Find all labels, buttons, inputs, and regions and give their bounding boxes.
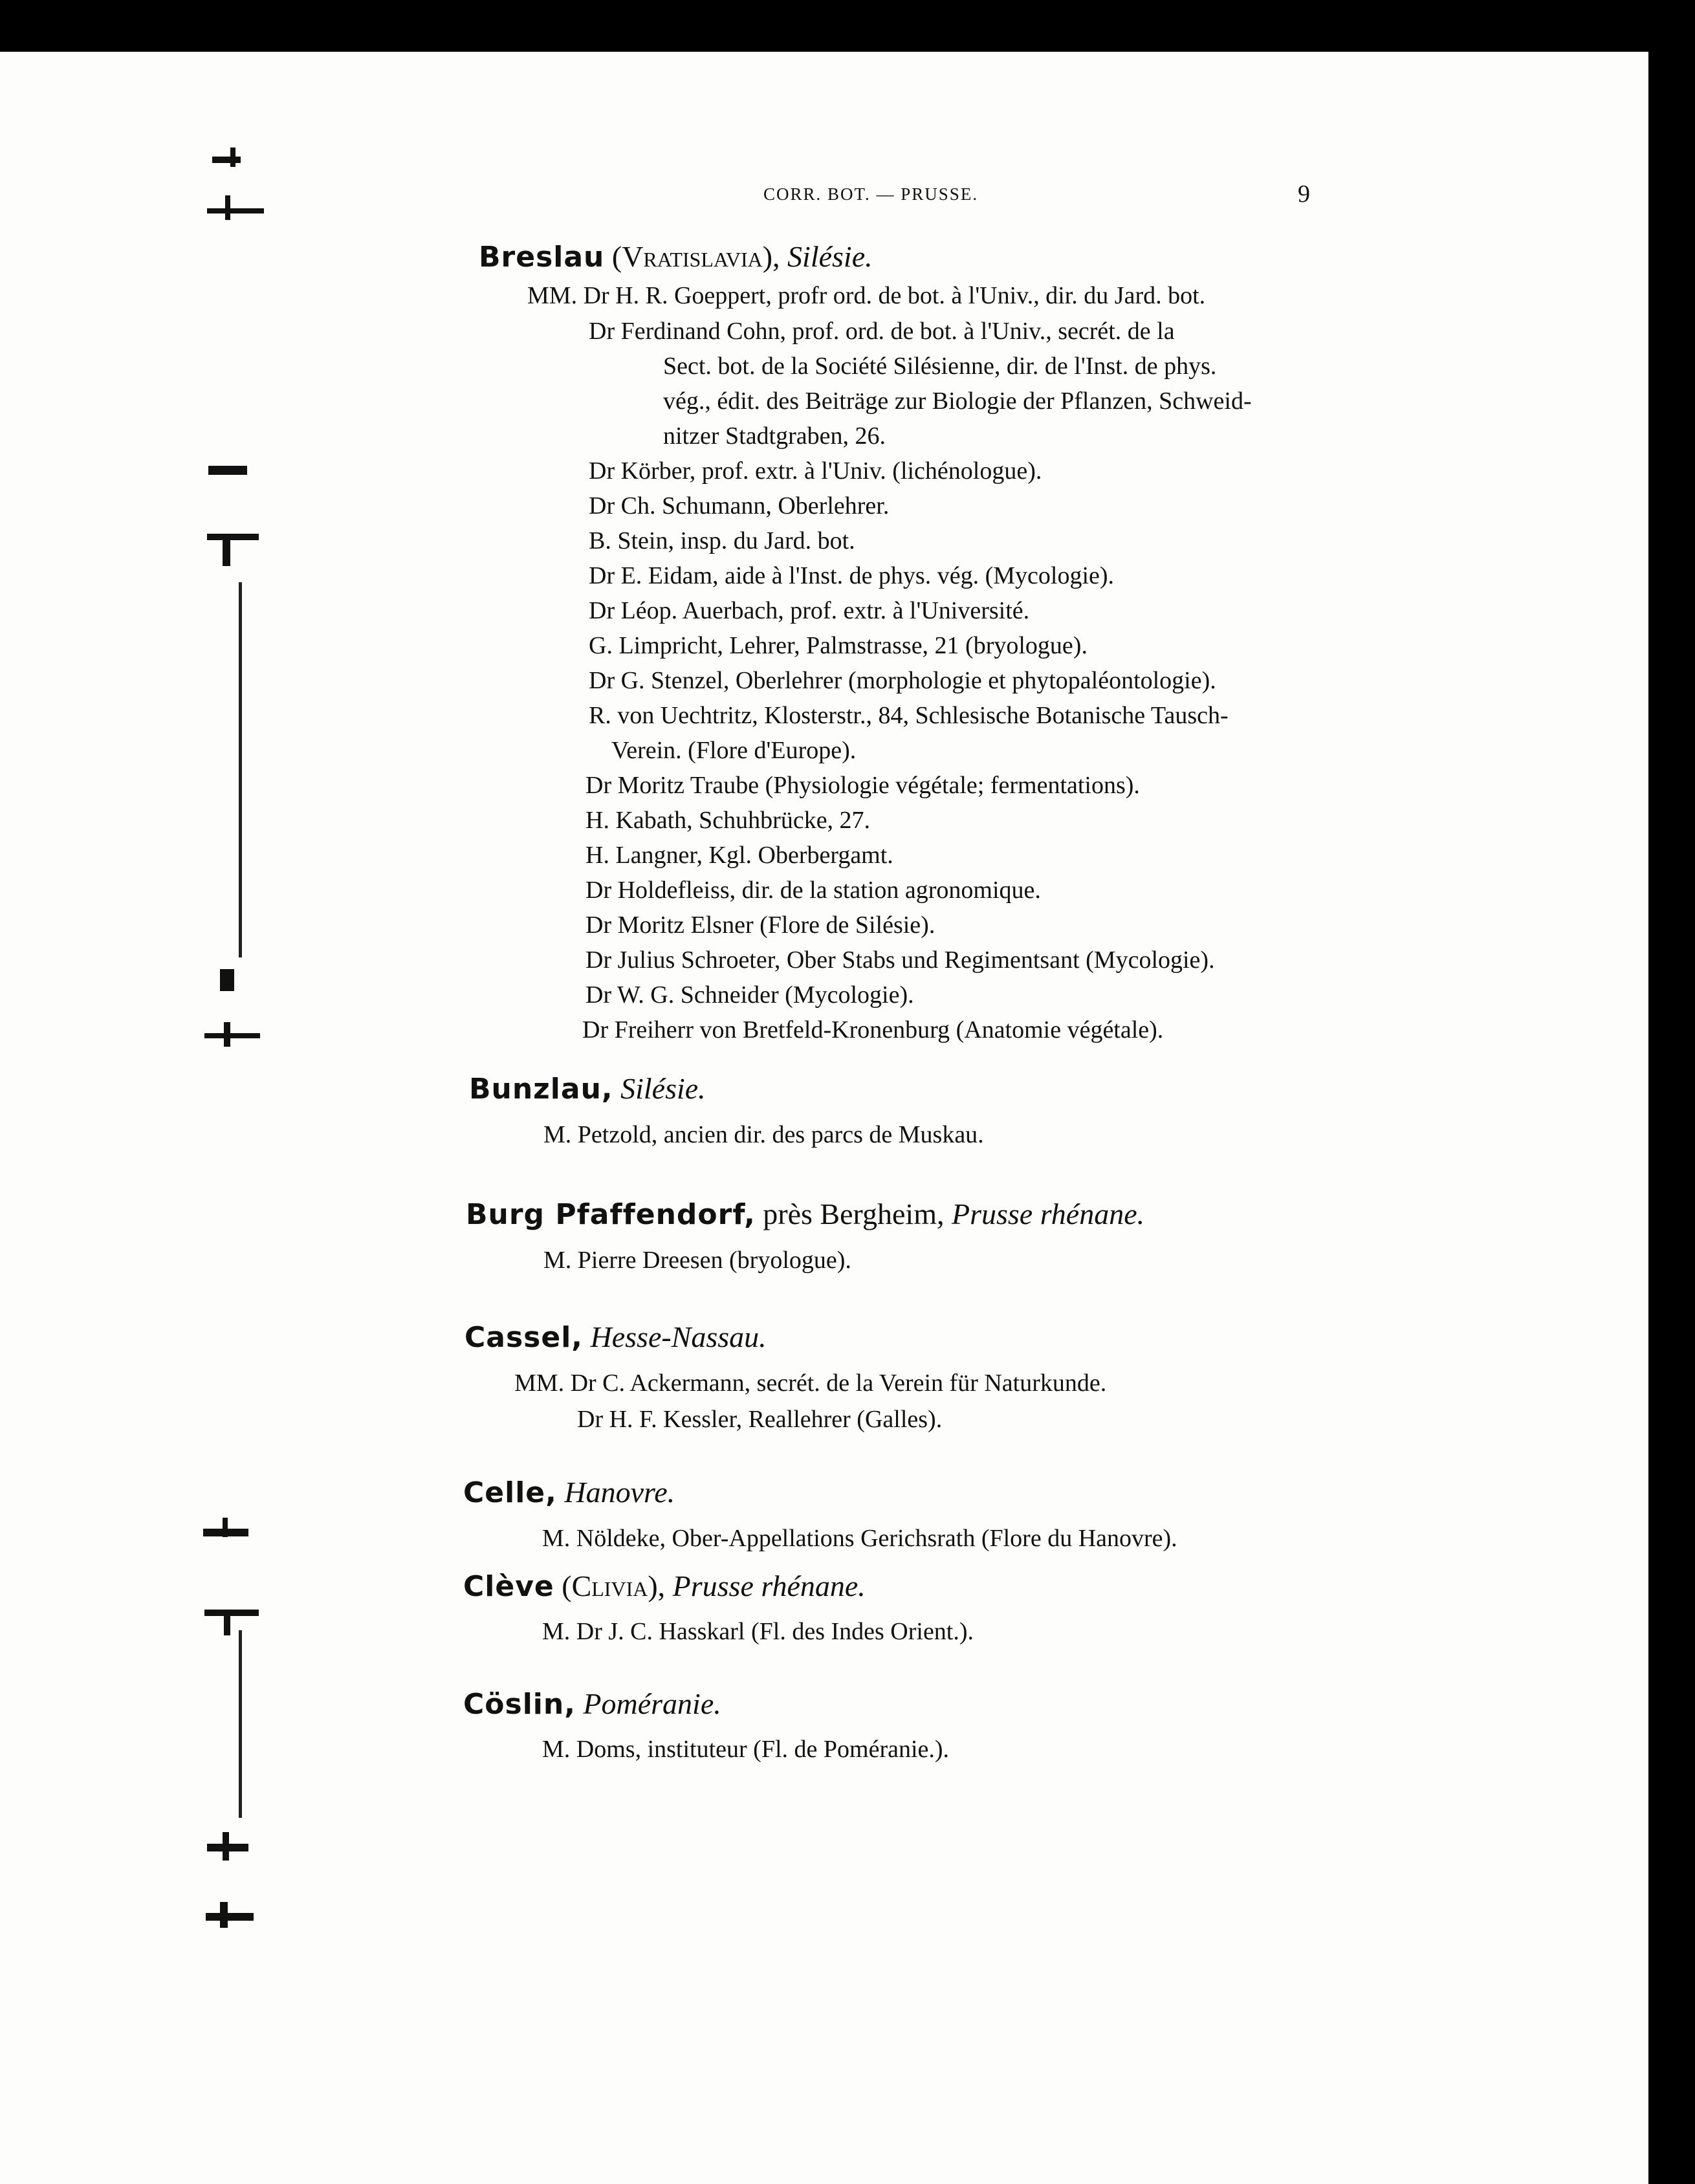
margin-mark <box>223 1832 229 1861</box>
margin-mark <box>204 1033 260 1038</box>
city-latin-name: (Vratislavia), <box>611 240 780 273</box>
entry-line: M. Dr J. C. Hasskarl (Fl. des Indes Orient.). <box>542 1618 974 1645</box>
page-number: 9 <box>1298 180 1310 208</box>
entry-line: Dr G. Stenzel, Oberlehrer (morphologie et phytopaléontologie). <box>589 667 1216 694</box>
entry-line: Dr Freiherr von Bretfeld-Kronenburg (Anatomie végétale). <box>582 1016 1164 1043</box>
city-name: Burg Pfaffendorf, <box>466 1198 756 1231</box>
margin-rule <box>239 582 242 957</box>
city-latin-name: (Clivia), <box>562 1569 666 1602</box>
city-heading-cleve <box>463 1569 866 1603</box>
entry-line: M. Nöldeke, Ober-Appellations Gerichsrath (Flore du Hanovre). <box>542 1525 1177 1552</box>
margin-mark <box>207 534 259 540</box>
city-region: Prusse rhénane. <box>672 1569 866 1602</box>
city-region: Hanovre. <box>564 1476 675 1509</box>
running-head: CORR. BOT. — PRUSSE. <box>763 184 979 204</box>
city-heading-coslin <box>463 1687 721 1721</box>
entry-line: Dr Holdefleiss, dir. de la station agronomique. <box>585 877 1041 904</box>
city-region: Prusse rhénane. <box>952 1197 1145 1230</box>
city-name: Celle, <box>463 1476 557 1509</box>
entry-line: Sect. bot. de la Société Silésienne, dir. de l'Inst. de phys. <box>663 353 1217 380</box>
entry-line: Dr Ch. Schumann, Oberlehrer. <box>589 492 890 519</box>
entry-line: vég., édit. des Beiträge zur Biologie der Pflanzen, Schweid- <box>663 388 1252 415</box>
city-name: Breslau <box>479 241 605 274</box>
margin-mark <box>207 208 264 213</box>
entry-line: H. Langner, Kgl. Oberbergamt. <box>585 842 893 869</box>
entry-line: MM. Dr C. Ackermann, secrét. de la Verein für Naturkunde. <box>514 1370 1107 1397</box>
entry-line: Dr Léop. Auerbach, prof. extr. à l'Université. <box>589 597 1030 624</box>
margin-mark <box>212 157 241 163</box>
city-region: Silésie. <box>787 240 873 273</box>
entry-line: Dr Julius Schroeter, Ober Stabs und Regimentsant (Mycologie). <box>585 946 1215 974</box>
city-name: Bunzlau, <box>469 1073 613 1106</box>
entry-line: nitzer Stadtgraben, 26. <box>663 422 886 450</box>
entry-line: R. von Uechtritz, Klosterstr., 84, Schlesische Botanische Tausch- <box>589 702 1229 729</box>
city-heading-breslau <box>479 239 873 274</box>
entry-line: G. Limpricht, Lehrer, Palmstrasse, 21 (bryologue). <box>589 632 1088 659</box>
margin-mark <box>223 534 230 566</box>
city-heading-bunzlau <box>469 1071 706 1106</box>
margin-mark <box>208 466 247 475</box>
margin-mark <box>206 1913 254 1921</box>
scanned-page <box>0 52 1648 2184</box>
entry-line: Dr E. Eidam, aide à l'Inst. de phys. vég. (Mycologie). <box>589 562 1115 589</box>
entry-line: B. Stein, insp. du Jard. bot. <box>589 527 855 554</box>
city-name: Cassel, <box>465 1321 583 1354</box>
margin-mark <box>224 1610 230 1635</box>
city-heading-cassel <box>465 1320 767 1354</box>
entry-line: Dr Moritz Traube (Physiologie végétale; fermentations). <box>585 772 1140 799</box>
city-name: Cöslin, <box>463 1688 576 1721</box>
margin-rule <box>239 1630 242 1818</box>
margin-mark <box>225 195 230 220</box>
city-locality: près Bergheim, <box>763 1197 945 1230</box>
margin-mark <box>204 1610 259 1616</box>
entry-line: MM. Dr H. R. Goeppert, profr ord. de bot. à l'Univ., dir. du Jard. bot. <box>527 282 1206 309</box>
margin-mark <box>220 1902 228 1928</box>
entry-line: Dr Moritz Elsner (Flore de Silésie). <box>585 912 935 939</box>
margin-mark <box>224 1022 230 1047</box>
entry-line: M. Doms, instituteur (Fl. de Poméranie.). <box>542 1736 950 1763</box>
entry-line: Dr Ferdinand Cohn, prof. ord. de bot. à l'Univ., secrét. de la <box>589 318 1175 345</box>
entry-line: Dr W. G. Schneider (Mycologie). <box>585 981 914 1009</box>
entry-line: Verein. (Flore d'Europe). <box>611 737 857 764</box>
city-heading-burg-pfaffendorf <box>466 1197 1144 1231</box>
entry-line: Dr H. F. Kessler, Reallehrer (Galles). <box>577 1406 943 1433</box>
margin-mark <box>220 969 234 991</box>
city-region: Hesse-Nassau. <box>590 1320 767 1353</box>
entry-line: H. Kabath, Schuhbrücke, 27. <box>585 807 871 834</box>
city-heading-celle <box>463 1475 675 1509</box>
city-name: Clève <box>463 1570 554 1603</box>
entry-line: Dr Körber, prof. extr. à l'Univ. (lichénologue). <box>589 457 1042 485</box>
entry-line: M. Pierre Dreesen (bryologue). <box>543 1247 851 1274</box>
city-region: Silésie. <box>620 1072 706 1105</box>
city-region: Poméranie. <box>583 1687 721 1720</box>
margin-mark <box>230 147 235 167</box>
entry-line: M. Petzold, ancien dir. des parcs de Muskau. <box>543 1121 984 1148</box>
margin-marks <box>194 52 285 2184</box>
margin-mark <box>223 1518 228 1537</box>
